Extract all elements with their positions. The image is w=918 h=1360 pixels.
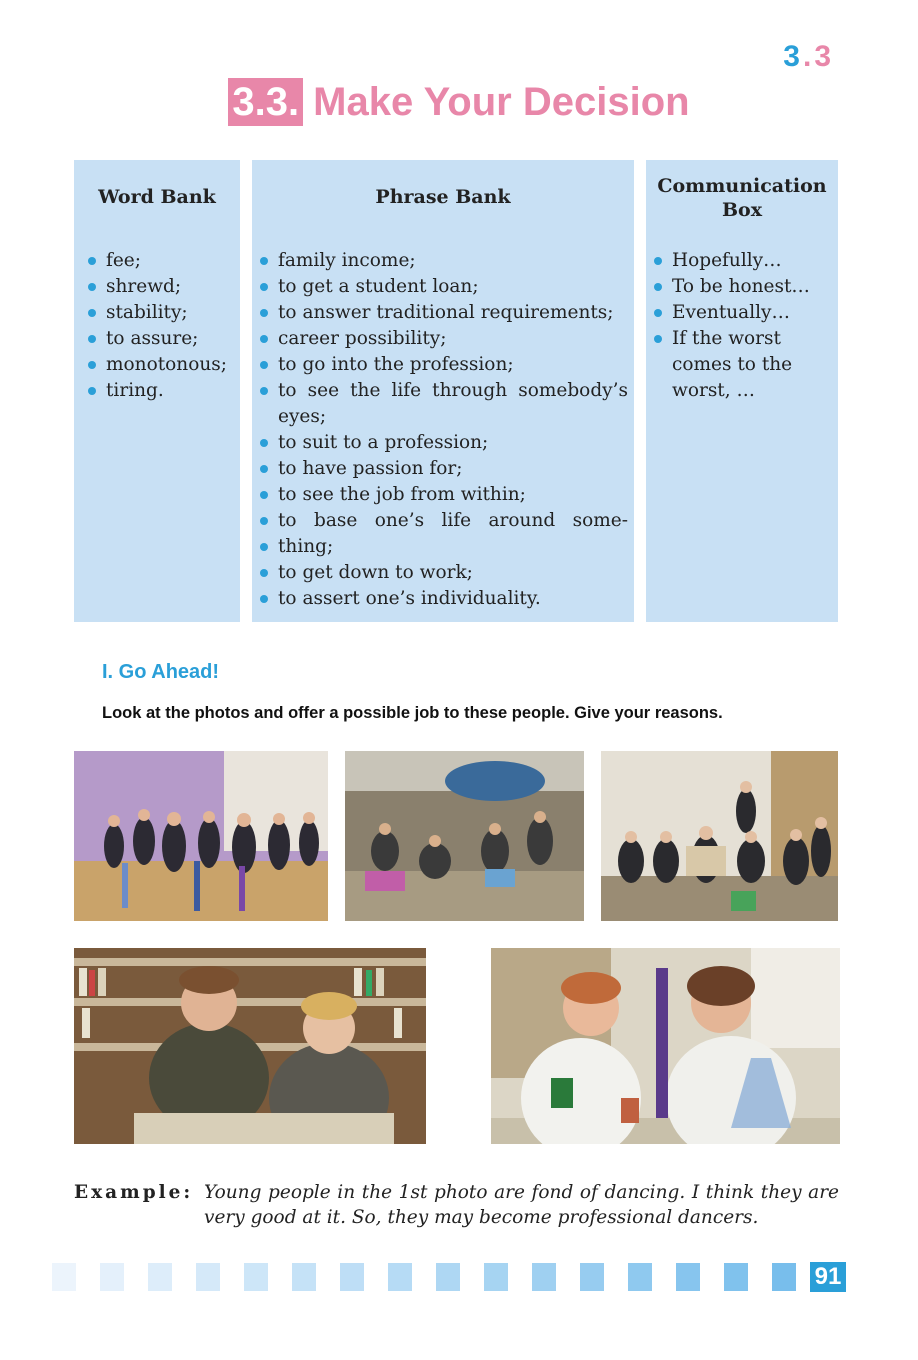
footer-square [340, 1263, 364, 1291]
page-number: 91 [810, 1262, 846, 1292]
list-item: monotonous; [86, 352, 232, 378]
footer-square [628, 1263, 652, 1291]
phrase-bank-heading: Phrase Bank [375, 186, 511, 208]
communication-box-list [652, 248, 828, 404]
footer-square [148, 1263, 172, 1291]
list-item: to see the life through somebody’s eyes; [258, 378, 628, 430]
photo-laboratory [491, 948, 840, 1144]
lesson-number: 3.3. [228, 78, 303, 126]
list-item: to answer traditional requirements; [258, 300, 628, 326]
phrase-bank-panel [252, 160, 634, 622]
list-item-continuation: thing; [258, 534, 628, 560]
footer-decoration [0, 1263, 918, 1293]
list-item: to suit to a profession; [258, 430, 628, 456]
communication-box-heading [646, 174, 838, 222]
word-bank-panel [74, 160, 240, 622]
list-item: shrewd; [86, 274, 232, 300]
task-instruction: Look at the photos and offer a possible job to these people. Give your reasons. [102, 704, 723, 722]
footer-square [196, 1263, 220, 1291]
communication-box-heading-line2: Box [721, 199, 763, 221]
page-title [0, 78, 918, 126]
list-item: If the worst comes to the worst, … [652, 326, 828, 404]
footer-square [436, 1263, 460, 1291]
communication-box-panel [646, 160, 838, 622]
footer-square [580, 1263, 604, 1291]
list-item: tiring. [86, 378, 232, 404]
footer-square [676, 1263, 700, 1291]
example-text: Young people in the 1st photo are fond of dancing. I think they are very good at it. So, they may become professional dancers. [204, 1182, 839, 1228]
section-title: I. Go Ahead! [102, 661, 220, 683]
photo-musicians [601, 751, 838, 921]
list-item: to base one’s life around some- [258, 508, 628, 534]
example-block [74, 1180, 839, 1230]
lesson-title: Make Your Decision [313, 80, 690, 124]
footer-square [52, 1263, 76, 1291]
list-item: Eventually… [652, 300, 828, 326]
example-label: Example: [74, 1182, 194, 1203]
phrase-bank-list [258, 248, 628, 612]
list-item: stability; [86, 300, 232, 326]
section-code-left: 3 [783, 40, 803, 73]
list-item: To be honest… [652, 274, 828, 300]
list-item: to go into the profession; [258, 352, 628, 378]
list-item: to have passion for; [258, 456, 628, 482]
list-item: family income; [258, 248, 628, 274]
photo-library [74, 948, 426, 1144]
section-code [783, 40, 834, 74]
footer-square [532, 1263, 556, 1291]
photo-dancers [74, 751, 328, 921]
photo-field-work [345, 751, 584, 921]
list-item: to assert one’s individuality. [258, 586, 628, 612]
footer-square [244, 1263, 268, 1291]
list-item: fee; [86, 248, 232, 274]
communication-box-heading-line1: Communication [657, 175, 827, 197]
list-item: career possibility; [258, 326, 628, 352]
list-item: Hopefully… [652, 248, 828, 274]
footer-square [772, 1263, 796, 1291]
section-code-dot: . [802, 40, 815, 73]
section-code-right: 3 [814, 40, 834, 73]
list-item: to assure; [86, 326, 232, 352]
footer-square [724, 1263, 748, 1291]
footer-square [100, 1263, 124, 1291]
footer-square [484, 1263, 508, 1291]
list-item: to see the job from within; [258, 482, 628, 508]
footer-square [388, 1263, 412, 1291]
list-item: to get a student loan; [258, 274, 628, 300]
word-bank-heading: Word Bank [98, 186, 216, 208]
footer-square [292, 1263, 316, 1291]
word-bank-list [86, 248, 232, 404]
list-item: to get down to work; [258, 560, 628, 586]
